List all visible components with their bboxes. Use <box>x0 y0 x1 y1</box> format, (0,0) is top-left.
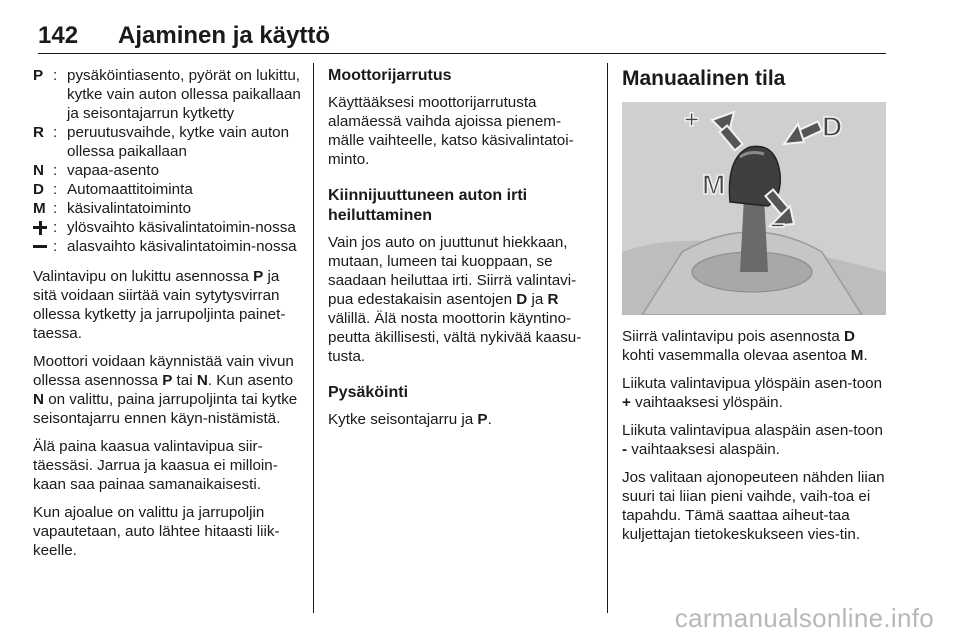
page-number: 142 <box>38 22 79 49</box>
legend-text: vapaa-asento <box>67 162 160 179</box>
legend-key: M <box>33 200 46 217</box>
minus-label: − <box>770 210 786 240</box>
legend-key: N <box>33 162 44 179</box>
legend-text: Automaattitoiminta <box>67 181 193 198</box>
watermark: carmanualsonline.info <box>674 603 934 633</box>
section-heading: Kiinnijuuttuneen auton irti heiluttaminen <box>328 187 528 224</box>
gear-lever-illustration <box>622 102 886 315</box>
legend-item-r: R : peruutusvaihde, kytke vain auton ollessa paikallaan <box>33 123 301 161</box>
page-title: Ajaminen ja käyttö <box>118 22 331 49</box>
d-label: D <box>822 111 843 142</box>
section-heading: Moottorijarrutus <box>328 67 452 84</box>
plus-icon <box>33 218 47 237</box>
paragraph: Käyttääksesi moottorijarrutusta alamäessä vaihda ajoissa pienem-mälle vaihteelle, katso käsivalintatoi-minto. <box>328 94 574 168</box>
legend-key: D <box>33 181 44 198</box>
legend-text: peruutusvaihde, kytke vain auton ollessa paikallaan <box>67 124 290 160</box>
plus-label: + <box>684 104 700 134</box>
paragraph: Älä paina kaasua valintavipua siir-täessäsi. Jarrua ja kaasua ei milloin-kaan saa painaa samanaikaisesti. <box>33 438 278 493</box>
legend-item-n: N : vapaa-asento <box>33 161 301 180</box>
column-divider-2 <box>607 63 608 613</box>
minus-icon <box>33 237 47 256</box>
column-2 <box>328 66 596 438</box>
gear-legend <box>33 66 301 256</box>
legend-key: P <box>33 67 44 84</box>
header-rule <box>38 53 886 54</box>
legend-item-plus: : ylösvaihto käsivalintatoimin-nossa <box>33 218 301 237</box>
paragraph: Liikuta valintavipua ylöspäin asen-toon + vaihtaaksesi ylöspäin. <box>622 375 883 411</box>
paragraph: Moottori voidaan käynnistää vain vivun ollessa asennossa P tai N. Kun asento N on valittu, paina jarrupoljinta tai kytke seisontajarru ennen käyn-nistämistä. <box>33 353 298 427</box>
legend-item-m: M : käsivalintatoiminto <box>33 199 301 218</box>
paragraph: Liikuta valintavipua alaspäin asen-toon - vaihtaaksesi alaspäin. <box>622 422 883 458</box>
page-header <box>38 22 886 52</box>
section-heading: Pysäköinti <box>328 384 409 401</box>
legend-text: pysäköintiasento, pyörät on lukittu, kytke vain auton ollessa paikallaan ja seisontajarrun kytketty <box>67 67 301 122</box>
m-label: M <box>702 169 726 200</box>
paragraph: Siirrä valintavipu pois asennosta D kohti vasemmalla olevaa asentoa M. <box>622 328 868 364</box>
column-3 <box>622 66 886 553</box>
legend-item-p: P : pysäköintiasento, pyörät on lukittu, kytke vain auton ollessa paikallaan ja seisontajarrun kytketty <box>33 67 301 122</box>
column-1 <box>33 66 301 569</box>
section-title: Manuaalinen tila <box>622 67 786 90</box>
legend-text: ylösvaihto käsivalintatoimin-nossa <box>67 219 296 236</box>
legend-key: R <box>33 124 44 141</box>
paragraph: Vain jos auto on juuttunut hiekkaan, mutaan, lumeen tai kuoppaan, se saadaan heiluttaa irti. Siirrä valintavi-pua edestakaisin asentojen D ja R välillä. Älä nosta moottorin käyntino-peutta äkillisesti, vältä nykivää kaasu-tusta. <box>328 234 582 365</box>
column-divider-1 <box>313 63 314 613</box>
paragraph: Jos valitaan ajonopeuteen nähden liian suuri tai liian pieni vaihde, vaih-toa ei tapahdu. Tämä saattaa aiheut-taa kuljettajan tietokeskukseen vies-tin. <box>622 469 885 543</box>
legend-text: alasvaihto käsivalintatoimin-nossa <box>67 238 297 255</box>
paragraph: Valintavipu on lukittu asennossa P ja sitä voidaan siirtää vain sytytysvirran ollessa kytketty ja jarrupoljinta painet-taessa. <box>33 268 286 342</box>
paragraph: Kun ajoalue on valittu ja jarrupoljin vapautetaan, auto lähtee hitaasti liik-keelle. <box>33 504 280 559</box>
legend-item-d: D : Automaattitoiminta <box>33 180 301 199</box>
legend-item-minus: : alasvaihto käsivalintatoimin-nossa <box>33 237 301 256</box>
legend-text: käsivalintatoiminto <box>67 200 192 217</box>
paragraph: Kytke seisontajarru ja P. <box>328 411 492 428</box>
